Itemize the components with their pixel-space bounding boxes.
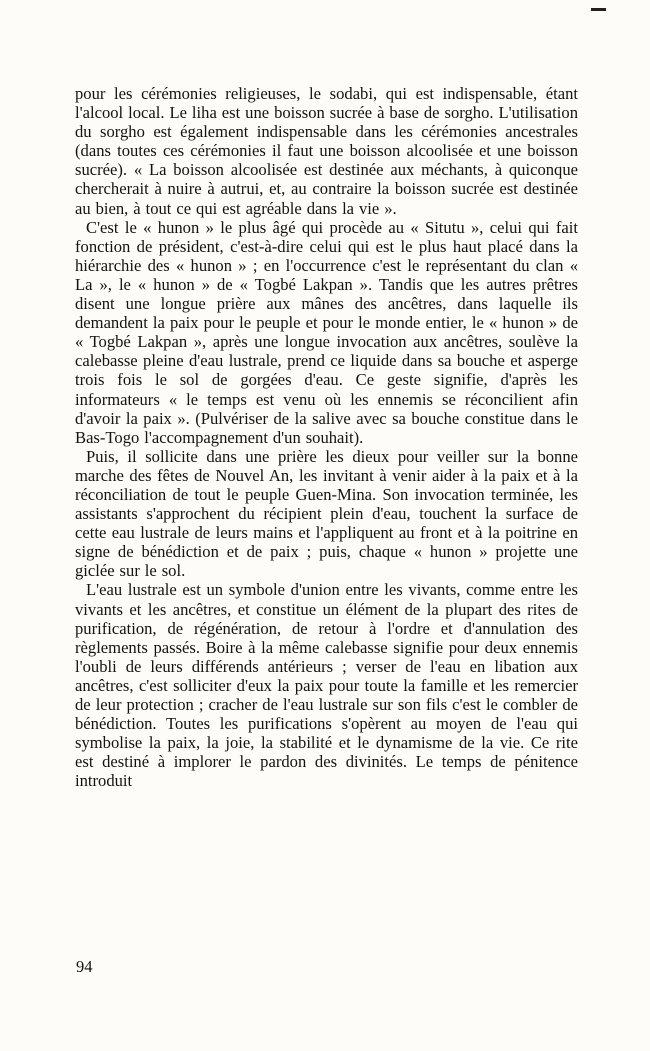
paragraph-continuation: pour les cérémonies religieuses, le sodabi, qui est indispensable, étant l'alcool local. Le liha est une boisson sucrée à base de sorgho. L'utilisation du sorgho est également indispensable dans les cérémonies ancestrales (dans toutes ces cérémonies il faut une boisson alcoolisée et une boisson sucrée). « La boisson alcoolisée est destinée aux méchants, à quiconque chercherait à nuire à autrui, et, au contraire la boisson sucrée est destinée au bien, à tout ce qui est agréable dans la vie ».: [75, 84, 578, 218]
scan-artifact-mark: [591, 8, 606, 11]
paragraph: C'est le « hunon » le plus âgé qui procède au « Situtu », celui qui fait fonction de président, c'est-à-dire celui qui est le plus haut placé dans la hiérarchie des « hunon » ; en l'occurrence c'est le représentant du clan « La », le « hunon » de « Togbé Lakpan ». Tandis que les autres prêtres disent une longue prière aux mânes des ancêtres, dans laquelle ils demandent la paix pour le peuple et pour le monde entier, le « hunon » de « Togbé Lakpan », après une longue invocation aux ancêtres, soulève la calebasse pleine d'eau lustrale, prend ce liquide dans sa bouche et asperge trois fois le sol de gorgées d'eau. Ce geste signifie, d'après les informateurs « le temps est venu où les ennemis se réconcilient afin d'avoir la paix ». (Pulvériser de la salive avec sa bouche constitue dans le Bas-Togo l'accompagnement d'un souhait).: [75, 217, 578, 447]
paragraph: Puis, il sollicite dans une prière les dieux pour veiller sur la bonne marche des fêtes de Nouvel An, les invitant à venir aider à la paix et à la réconciliation de tout le peuple Guen-Mina. Son invocation terminée, les assistants s'approchent du récipient plein d'eau, touchent la surface de cette eau lustrale de leurs mains et l'appliquent au front et à la poitrine en signe de bénédiction et de paix ; puis, chaque « hunon » projette une giclée sur le sol.: [75, 446, 578, 581]
page-number: 94: [76, 957, 93, 976]
page-text: [75, 84, 578, 790]
paragraph: L'eau lustrale est un symbole d'union entre les vivants, comme entre les vivants et les ancêtres, et constitue un élément de la plupart des rites de purification, de régénération, de retour à l'ordre et d'annulation des règlements passés. Boire à la même calebasse signifie pour deux ennemis l'oubli de leurs différends antérieurs ; verser de l'eau en libation aux ancêtres, c'est solliciter d'eux la paix pour toute la famille et les remercier de leur protection ; cracher de l'eau lustrale sur son fils c'est le combler de bénédiction. Toutes les purifications s'opèrent au moyen de l'eau qui symbolise la paix, la joie, la stabilité et le dynamisme de la vie. Ce rite est destiné à implorer le pardon des divinités. Le temps de pénitence introduit: [75, 580, 578, 791]
